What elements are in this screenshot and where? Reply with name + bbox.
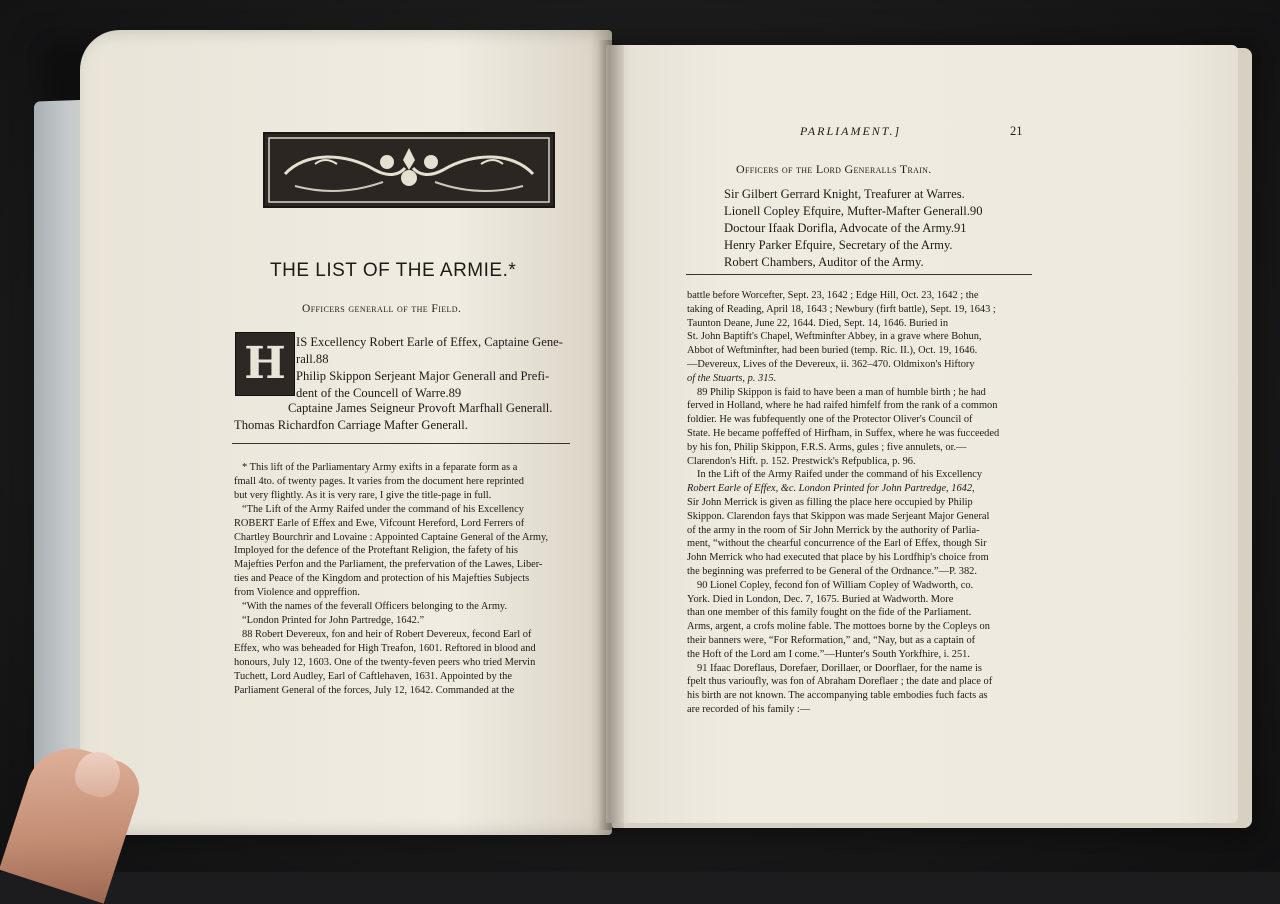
entry-line: IS Excellency Robert Earle of Effex, Captaine Gene- — [296, 335, 563, 349]
note-line: ferved in Holland, where he had raifed himfelf from the rank of a common — [687, 400, 998, 412]
note-line: his birth are not known. The accompanying table embodies fuch facts as — [687, 690, 988, 702]
note-line: of the army in the room of Sir John Merrick by the authority of Parlia- — [687, 524, 980, 536]
footnote-line: “The Lift of the Army Raifed under the command of his Excellency — [242, 503, 524, 515]
book-gutter — [598, 40, 624, 830]
note-line: by his fon, Philip Skippon, F.R.S. Arms, gules ; five annulets, or.— — [687, 441, 967, 453]
note-line: York. Died in London, Dec. 7, 1675. Buried at Wadworth. More — [687, 593, 954, 605]
note-line: John Merrick who had executed that place by his Lordfhip's choice from — [687, 552, 989, 564]
note-line: Skippon. Clarendon fays that Skippon was made Serjeant Major General — [687, 510, 990, 522]
note-line: fpelt thus varioufly, was fon of Abraham Doreflaer ; the date and place of — [687, 676, 993, 688]
footnote-line: from Violence and oppreffion. — [234, 587, 360, 599]
note-line: 89 Philip Skippon is faid to have been a man of humble birth ; he had — [697, 386, 986, 398]
entry-line: dent of the Councell of Warre.89 — [296, 386, 462, 400]
note-line: taking of Reading, April 18, 1643 ; Newbury (firft battle), Sept. 19, 1643 ; — [687, 303, 996, 315]
dropcap: H — [235, 332, 295, 396]
ornament-graphic — [265, 134, 553, 206]
entry-block — [296, 334, 563, 402]
note-line: Robert Earle of Effex, &c. London Printed for John Partredge, 1642, — [687, 483, 975, 495]
section-title: Officers of the Lord Generalls Train. — [736, 162, 932, 176]
note-line: battle before Worcefter, Sept. 23, 1642 ; Edge Hill, Oct. 23, 1642 ; the — [687, 290, 979, 301]
note-line: Clarendon's Hift. p. 152. Prestwick's Refpublica, p. 96. — [687, 455, 916, 467]
officers-list — [724, 186, 983, 271]
footnote-line: Chartley Bourchrir and Lovaine : Appointed Captaine General of the Army, — [234, 531, 549, 543]
footnote-line: “With the names of the feverall Officers belonging to the Army. — [242, 601, 508, 613]
page-number: 21 — [1010, 124, 1023, 138]
right-notes — [687, 289, 1042, 717]
note-line: Taunton Deane, June 22, 1644. Died, Sept. 14, 1646. Buried in — [687, 317, 949, 329]
note-line: In the Lift of the Army Raifed under the command of his Excellency — [697, 469, 983, 481]
note-line: foldier. He was fubfequently one of the Protector Oliver's Council of — [687, 414, 973, 426]
officer-line: Sir Gilbert Gerrard Knight, Treafurer at Warres. — [724, 187, 965, 201]
footnote-line: “London Printed for John Partredge, 1642.” — [242, 614, 425, 626]
officer-line: Robert Chambers, Auditor of the Army. — [724, 255, 924, 269]
note-line: the beginning was preferred to be General of the Ordnance.”—P. 382. — [687, 565, 977, 577]
entry-line: Captaine James Seigneur Provoft Marfhall Generall. — [288, 401, 553, 415]
entry-line: rall.88 — [296, 352, 329, 366]
officer-line: Henry Parker Efquire, Secretary of the Army. — [724, 238, 953, 252]
list-title: THE LIST OF THE ARMIE.* — [270, 260, 517, 281]
note-line: ment, “without the chearful concurrence of the Earl of Effex, though Sir — [687, 538, 987, 550]
footnote-line: Tuchett, Lord Audley, Earl of Caftlehaven, 1631. Appointed by the — [234, 670, 512, 682]
footnote-line: * This lift of the Parliamentary Army exifts in a feparate form as a — [242, 462, 518, 473]
footnote-line: Effex, who was beheaded for High Treafon, 1601. Reftored in blood and — [234, 642, 536, 654]
note-line: 90 Lionel Copley, fecond fon of William Copley of Wadworth, co. — [697, 579, 974, 591]
note-line: are recorded of his family :— — [687, 703, 811, 715]
ornament-headpiece — [263, 132, 555, 208]
entry-line: Philip Skippon Serjeant Major Generall and Prefi- — [296, 369, 550, 383]
note-line: St. John Baptift's Chapel, Weftminfter Abbey, in a grave where Bohun, — [687, 331, 982, 343]
running-head: PARLIAMENT.] — [800, 124, 902, 138]
footnote-line: Parliament General of the forces, July 12, 1642. Commanded at the — [234, 684, 515, 696]
entry-line: Thomas Richardfon Carriage Mafter Generall. — [234, 418, 468, 432]
entry-block-lower — [234, 400, 552, 434]
footnote-line: 88 Robert Devereux, fon and heir of Robert Devereux, fecond Earl of — [242, 628, 532, 640]
divider-rule — [232, 443, 570, 444]
note-line: Abbot of Weftminfter, had been buried (temp. Ric. II.), Oct. 19, 1646. — [687, 345, 978, 357]
left-footnotes — [234, 461, 574, 697]
note-line: their banners were, “For Reformation,” and, “Nay, but as a captain of — [687, 634, 976, 646]
note-line: the Hoft of the Lord am I come.”—Hunter's South Yorkfhire, i. 251. — [687, 648, 970, 660]
footnote-line: but very flightly. As it is very rare, I give the title-page in full. — [234, 489, 492, 501]
footnote-line: ROBERT Earle of Effex and Ewe, Vifcount Hereford, Lord Ferrers of — [234, 517, 525, 529]
note-line: —Devereux, Lives of the Devereux, ii. 362–470. Oldmixon's Hiftory — [687, 358, 975, 370]
note-line: than one member of this family fought on the fide of the Parliament. — [687, 607, 972, 619]
note-line: of the Stuarts, p. 315. — [687, 372, 777, 384]
footnote-line: ties and Peace of the Kingdom and protection of his Majefties Subjects — [234, 573, 530, 585]
note-line: State. He became poffeffed of Hirfham, in Suffex, where he was fucceeded — [687, 427, 1000, 439]
footnote-line: Imployed for the defence of the Proteftant Religion, the fafety of his — [234, 545, 518, 557]
footnote-line: honours, July 12, 1603. One of the twenty-feven peers who tried Mervin — [234, 656, 536, 668]
officer-line: Doctour Ifaak Dorifla, Advocate of the Army.91 — [724, 221, 967, 235]
divider-rule-right — [686, 274, 1032, 275]
footnote-line: fmall 4to. of twenty pages. It varies from the document here reprinted — [234, 475, 524, 487]
officers-subheading: Officers generall of the Field. — [302, 303, 462, 315]
officer-line: Lionell Copley Efquire, Mufter-Mafter Generall.90 — [724, 204, 983, 218]
note-line: 91 Ifaac Doreflaus, Dorefaer, Dorillaer, or Doorflaer, for the name is — [697, 662, 982, 674]
note-line: Sir John Merrick is given as filling the place here occupied by Philip — [687, 496, 973, 508]
note-line: Arms, argent, a crofs moline fable. The mottoes borne by the Copleys on — [687, 621, 990, 633]
footnote-line: Majefties Perfon and the Parliament, the prefervation of the Lawes, Liber- — [234, 559, 543, 571]
